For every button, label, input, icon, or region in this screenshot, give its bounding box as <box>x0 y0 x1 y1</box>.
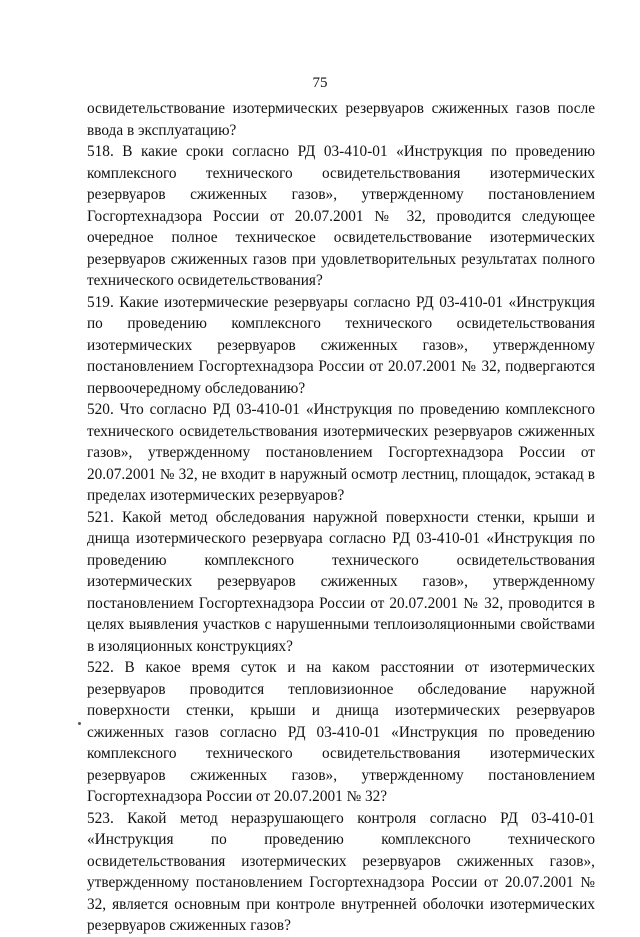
question-523: 523. Какой метод неразрушающего контроля согласно РД 03-410-01 «Инструкция по проведению комплексного технического освидетельствования изотермических резервуаров сжиженных газов», утвержденному постановлением Госгортехнадзора России от 20.07.2001 № 32, является основным при контроле внутренней оболочки изотермических резервуаров сжиженных газов? <box>87 809 595 934</box>
question-522: 522. В какое время суток и на каком расстоянии от изотермических резервуаров проводится тепловизионное обследование наружной поверхности стенки, крыши и днища изотермических резервуаров сжиженных газов согласно РД 03-410-01 «Инструкция по проведению комплексного технического освидетельствования изотермических резервуаров сжиженных газов», утвержденному постановлением Госгортехнадзора России от 20.07.2001 № 32? <box>87 659 595 805</box>
question-521: 521. Какой метод обследования наружной поверхности стенки, крыши и днища изотермического резервуара согласно РД 03-410-01 «Инструкция по проведению комплексного технического освидетельствования изотермических резервуаров сжиженных газов», утвержденному постановлением Госгортехнадзора России от 20.07.2001 № 32, проводится в целях выявления участков с нарушенными теплоизоляционными свойствами в изоляционных конструкциях? <box>87 508 595 655</box>
question-519: 519. Какие изотермические резервуары согласно РД 03-410-01 «Инструкция по проведению комплексного технического освидетельствования изотермических резервуаров сжиженных газов», утвержденному постановлением Госгортехнадзора России от 20.07.2001 № 32, подвергаются первоочередному обследованию? <box>87 293 595 397</box>
scan-speck <box>78 722 81 725</box>
question-520: 520. Что согласно РД 03-410-01 «Инструкция по проведению комплексного технического освидетельствования изотермических резервуаров сжиженных газов», утвержденному постановлением Госгортехнадзора России от 20.07.2001 № 32, не входит в наружный осмотр лестниц, площадок, эстакад в пределах изотермических резервуаров? <box>87 401 595 504</box>
question-continuation: освидетельствование изотермических резервуаров сжиженных газов после ввода в эксплуатацию? <box>87 100 595 139</box>
page-number: 75 <box>312 75 328 91</box>
question-list <box>87 98 595 937</box>
question-518: 518. В какие сроки согласно РД 03-410-01 «Инструкция по проведению комплексного технического освидетельствования изотермических резервуаров сжиженных газов», утвержденному постановлением Госгортехнадзора России от 20.07.2001 № 32, проводится следующее очередное полное техническое освидетельствование изотермических резервуаров сжиженных газов при удовлетворительных результатах полного технического освидетельствования? <box>87 143 595 289</box>
